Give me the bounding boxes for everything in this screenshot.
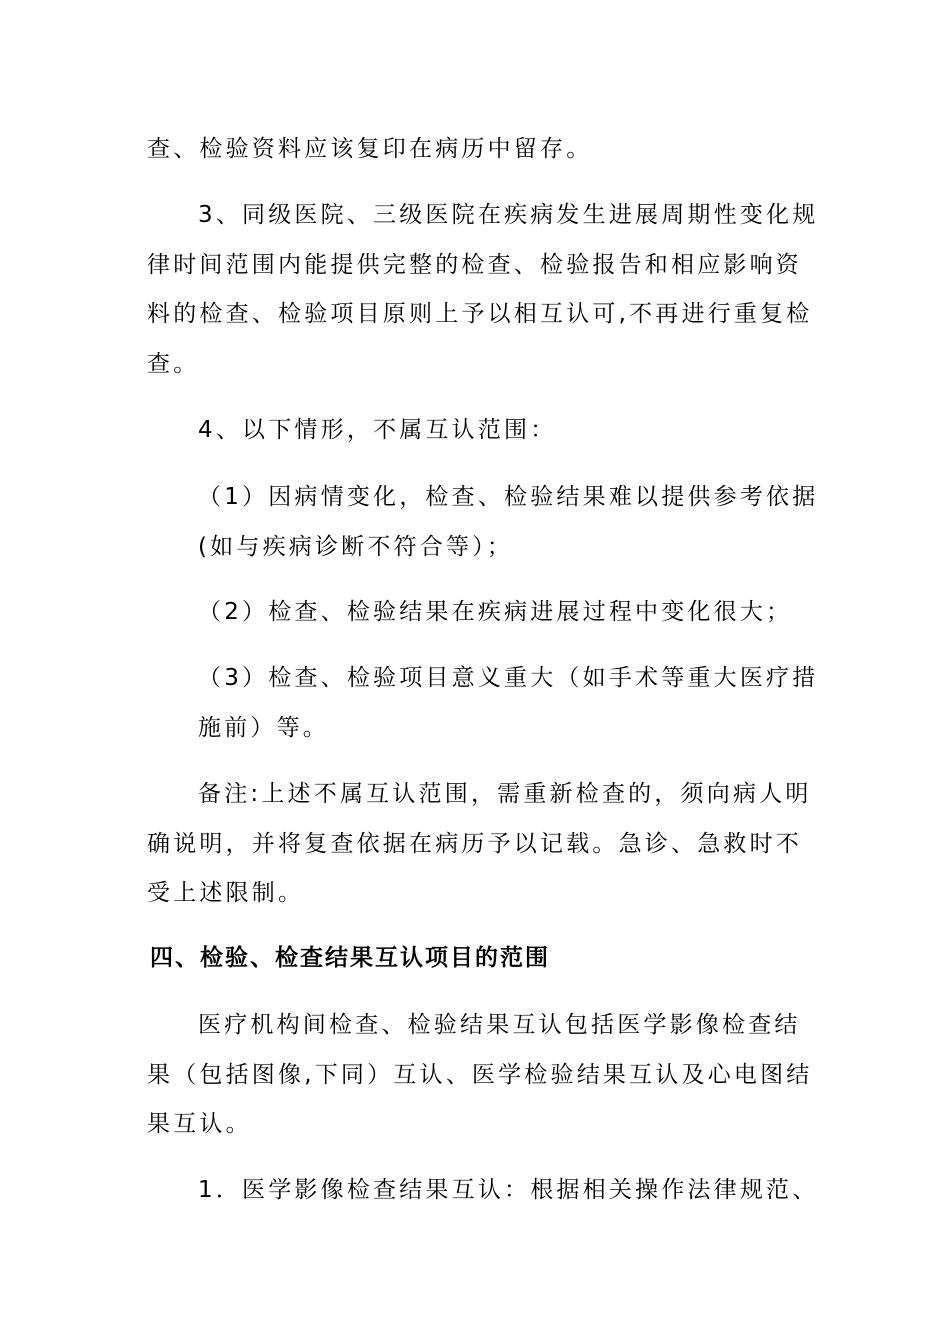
section-heading: 四、检验、检查结果互认项目的范围	[150, 945, 550, 971]
paragraph-line: (如与疾病诊断不符合等）；	[198, 534, 514, 560]
paragraph-line: 确说明，并将复查依据在病历予以记载。急诊、急救时不	[147, 831, 802, 857]
paragraph-line: 4、以下情形，不属互认范围：	[198, 417, 557, 443]
paragraph-line: 施前）等。	[198, 715, 329, 741]
paragraph-line: 果（包括图像,下同）互认、医学检验结果互认及心电图结	[147, 1062, 813, 1088]
paragraph-line: 受上述限制。	[147, 880, 305, 906]
paragraph-line: 1．医学影像检查结果互认：根据相关操作法律规范、	[198, 1177, 819, 1203]
paragraph-line: 查。	[147, 351, 200, 377]
paragraph-line: （1）因病情变化，检查、检验结果难以提供参考依据	[198, 484, 819, 510]
paragraph-line: 查、检验资料应该复印在病历中留存。	[147, 136, 593, 162]
paragraph-line: （2）检查、检验结果在疾病进展过程中变化很大；	[198, 599, 793, 625]
paragraph-line: 料的检查、检验项目原则上予以相互认可,不再进行重复检	[147, 301, 813, 327]
paragraph-line: 医疗机构间检查、检验结果互认包括医学影像检查结	[198, 1012, 801, 1038]
paragraph-line: 果互认。	[147, 1111, 252, 1137]
paragraph-line: 备注:上述不属互认范围，需重新检查的，须向病人明	[198, 781, 812, 807]
paragraph-line: （3）检查、检验项目意义重大（如手术等重大医疗措	[198, 665, 819, 691]
paragraph-line: 律时间范围内能提供完整的检查、检验报告和相应影响资	[147, 252, 802, 278]
paragraph-line: 3、同级医院、三级医院在疾病发生进展周期性变化规	[198, 202, 819, 228]
